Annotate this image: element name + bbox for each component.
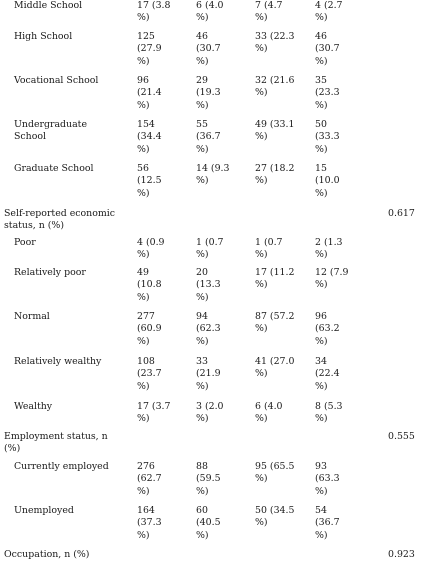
- cell-value: 17 (3.8 %): [137, 0, 171, 24]
- cell-value: 88 (59.5 %): [196, 461, 221, 497]
- cell-value: 56 (12.5 %): [137, 163, 162, 199]
- cell-value: 12 (7.9 %): [315, 267, 349, 291]
- cell-value: 96 (21.4 %): [137, 75, 162, 111]
- p-value: 0.555: [388, 431, 415, 442]
- cell-value: 6 (4.0 %): [196, 0, 224, 24]
- cell-value: 33 (22.3 %): [255, 31, 295, 55]
- cell-value: 125 (27.9 %): [137, 31, 162, 67]
- row-label: Vocational School: [14, 75, 99, 86]
- cell-value: 17 (3.7 %): [137, 401, 171, 425]
- cell-value: 35 (23.3 %): [315, 75, 340, 111]
- cell-value: 276 (62.7 %): [137, 461, 162, 497]
- cell-value: 93 (63.3 %): [315, 461, 340, 497]
- cell-value: 4 (2.7 %): [315, 0, 343, 24]
- row-label: Graduate School: [14, 163, 94, 174]
- row-label: Relatively wealthy: [14, 356, 102, 367]
- cell-value: 14 (9.3 %): [196, 163, 230, 187]
- cell-value: 15 (10.0 %): [315, 163, 340, 199]
- cell-value: 96 (63.2 %): [315, 311, 340, 347]
- cell-value: 46 (30.7 %): [315, 31, 340, 67]
- cell-value: 94 (62.3 %): [196, 311, 221, 347]
- row-label: Unemployed: [14, 505, 74, 516]
- cell-value: 27 (18.2 %): [255, 163, 295, 187]
- cell-value: 1 (0.7 %): [196, 237, 224, 261]
- cell-value: 108 (23.7 %): [137, 356, 162, 392]
- cell-value: 164 (37.3 %): [137, 505, 162, 541]
- cell-value: 7 (4.7 %): [255, 0, 283, 24]
- row-label: Wealthy: [14, 401, 53, 412]
- cell-value: 8 (5.3 %): [315, 401, 343, 425]
- cell-value: 87 (57.2 %): [255, 311, 295, 335]
- cell-value: 4 (0.9 %): [137, 237, 165, 261]
- row-label: Undergraduate School: [14, 119, 87, 143]
- cell-value: 17 (11.2 %): [255, 267, 295, 291]
- cell-value: 277 (60.9 %): [137, 311, 162, 347]
- row-label: Poor: [14, 237, 36, 248]
- cell-value: 60 (40.5 %): [196, 505, 221, 541]
- cell-value: 49 (33.1 %): [255, 119, 295, 143]
- row-label: Middle School: [14, 0, 83, 11]
- cell-value: 41 (27.0 %): [255, 356, 295, 380]
- row-label: High School: [14, 31, 73, 42]
- p-value: 0.617: [388, 208, 415, 219]
- cell-value: 29 (19.3 %): [196, 75, 221, 111]
- cell-value: 50 (34.5 %): [255, 505, 295, 529]
- cell-value: 32 (21.6 %): [255, 75, 295, 99]
- cell-value: 1 (0.7 %): [255, 237, 283, 261]
- cell-value: 50 (33.3 %): [315, 119, 340, 155]
- cell-value: 54 (36.7 %): [315, 505, 340, 541]
- cell-value: 46 (30.7 %): [196, 31, 221, 67]
- cell-value: 34 (22.4 %): [315, 356, 340, 392]
- row-label: Currently employed: [14, 461, 109, 472]
- section-label: Occupation, n (%): [4, 549, 90, 560]
- cell-value: 154 (34.4 %): [137, 119, 162, 155]
- section-label: Employment status, n (%): [4, 431, 108, 455]
- row-label: Relatively poor: [14, 267, 86, 278]
- cell-value: 3 (2.0 %): [196, 401, 224, 425]
- p-value: 0.923: [388, 549, 415, 560]
- row-label: Normal: [14, 311, 50, 322]
- cell-value: 49 (10.8 %): [137, 267, 162, 303]
- cell-value: 33 (21.9 %): [196, 356, 221, 392]
- cell-value: 20 (13.3 %): [196, 267, 221, 303]
- cell-value: 2 (1.3 %): [315, 237, 343, 261]
- cell-value: 95 (65.5 %): [255, 461, 295, 485]
- section-label: Self-reported economic status, n (%): [4, 208, 115, 232]
- cell-value: 6 (4.0 %): [255, 401, 283, 425]
- cell-value: 55 (36.7 %): [196, 119, 221, 155]
